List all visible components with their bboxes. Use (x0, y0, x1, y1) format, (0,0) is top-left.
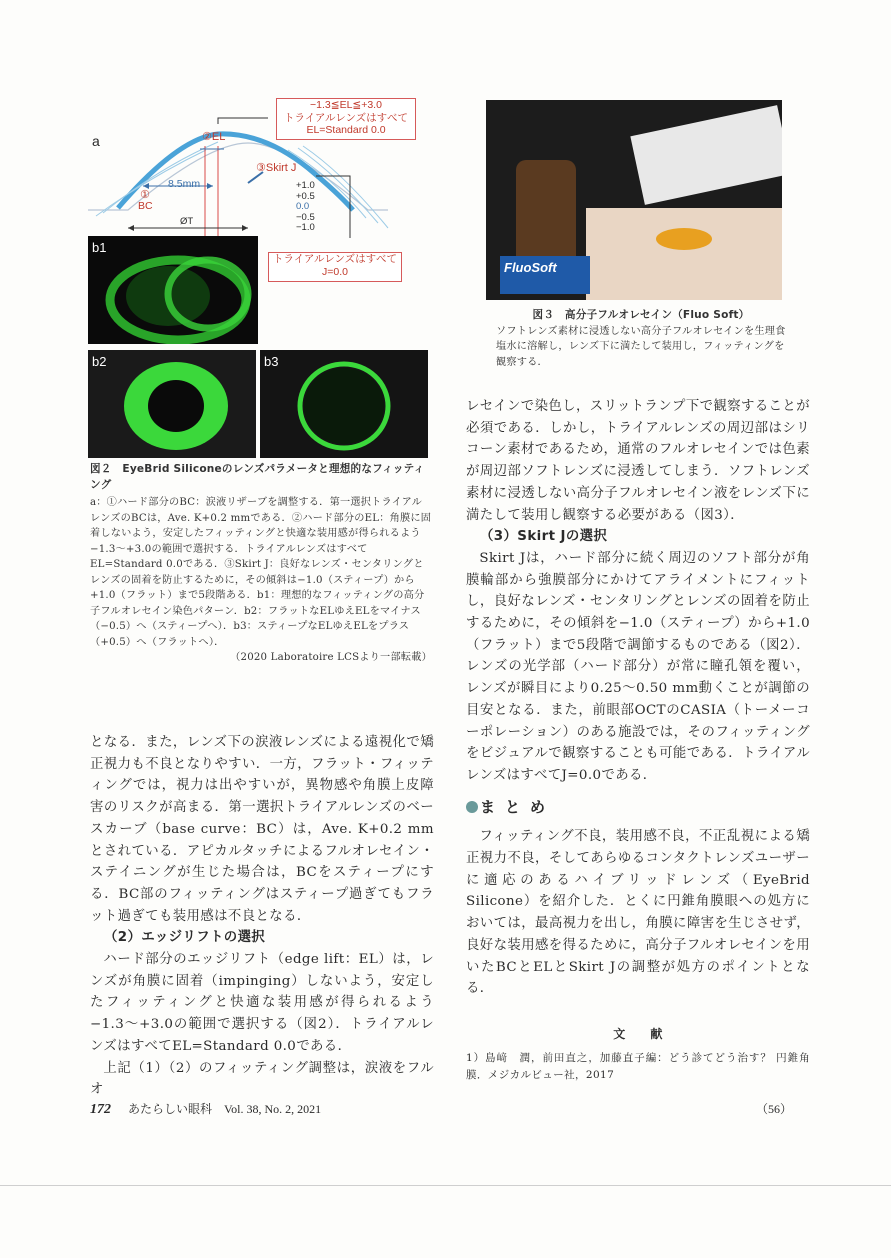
b1-label: b1 (92, 240, 107, 255)
dimension-8-5mm: 8.5mm (168, 178, 201, 190)
summary-heading: まとめ (466, 797, 810, 819)
skirt-j-box (268, 252, 402, 282)
skirt-j-label: ③Skirt J (256, 162, 297, 174)
lens-on-finger (586, 208, 782, 300)
el-trial-note: トライアルレンズはすべて (284, 111, 408, 124)
b3-fluorescein-pattern (260, 350, 428, 458)
b3-label: b3 (264, 354, 279, 369)
journal-info: あたらしい眼科 Vol. 38, No. 2, 2021 (128, 1102, 322, 1116)
references-heading: 文 献 (613, 1026, 663, 1041)
bc-label: BC (138, 200, 153, 212)
page-footer (90, 1100, 792, 1118)
left-paragraph-1: となる．また，レンズ下の涙液レンズによる遠視化で矯正視力も不良となりやすい．一方，フラット・フィッティングでは，視力は出やすいが，異物感や角膜上皮障害のリスクが高まる．第一選択トライアルレンズのベースカーブ（base curve：BC）は，Ave. K+0.2 mmとされている．アピカルタッチによるフルオレセイン・ステイニングが生じた場合は，BCをスティープにする．BC部のフィッティングはスティープ過ぎてもフラット過ぎても装用感は不良となる． (90, 735, 434, 924)
right-paragraph-1: レセインで染色し，スリットランプ下で観察することが必須である．しかし，トライアルレンズの周辺部はシリコーン素材であるため，通常のフルオレセインでは色素が周辺部ソフトレンズに浸透してしまう．ソフトレンズ素材に浸透しない高分子フルオレセイン液をレンズ下に満たして装用し観察する必要がある（図3）． (466, 399, 810, 523)
el-range-box (276, 98, 416, 140)
el-range: −1.3≦EL≦+3.0 (310, 99, 382, 111)
step-minus-05: −0.5 (296, 211, 315, 223)
b2-label: b2 (92, 354, 107, 369)
photo-b3 (260, 350, 428, 458)
skirt-trial-note: トライアルレンズはすべて (273, 253, 397, 265)
section-heading-edge-lift: （2）エッジリフトの選択 (104, 930, 266, 946)
photo-b2 (88, 350, 256, 458)
footer-page-ref: （56） (755, 1102, 792, 1116)
el-label: ②EL (202, 131, 226, 143)
fluosoft-box (500, 256, 590, 294)
figure-3-caption-title: 図３ 高分子フルオレセイン（Fluo Soft） (532, 309, 750, 321)
page-number: 172 (90, 1102, 111, 1117)
step-plus-1: +1.0 (296, 180, 315, 191)
right-paragraph-2: Skirt Jは，ハード部分に続く周辺のソフト部分が角膜輪部から強膜部分にかけてアライメントにフィットし，良好なレンズ・センタリングとレンズの固着を防止するために，その傾斜を−1.0（スティープ）から+1.0（フラット）まで5段階で調節するものである（図2）．レンズの光学部（ハード部分）が常に瞳孔領を覆い，レンズが瞬目により0.25〜0.50 mm動くことが調節の目安となる．また，前眼部OCTのCASIA（トーメーコーポレーション）のある施設では，そのフィッティングをビジュアルで観察することも可能である．トライアルレンズはすべてJ=0.0である． (466, 550, 810, 783)
figure-3-photo (486, 100, 782, 300)
el-standard: EL=Standard 0.0 (306, 124, 386, 136)
step-minus-1: −1.0 (296, 222, 315, 233)
figure-2-caption-body: a：①ハード部分のBC：涙液リザーブを調整する．第一選択トライアルレンズのBCは，Ave. K+0.2 mmである．②ハード部分のEL：角膜に固着しないよう，安定したフィッティングと快適な装用感が得られるよう−1.3〜+3.0の範囲で選択する．トライアルレンズはすべてEL=Standard 0.0である．③Skirt J：良好なレンズ・センタリングとレンズの固着を防止するために，その傾斜は−1.0（スティープ）から+1.0（フラット）まで5段階ある．b1：理想的なフィッティングの高分子フルオレセイン染色パターン．b2：フラットなELゆえELをマイナス（−0.5）へ（スティープへ）．b3：スティープなELゆえELをプラス（+0.5）へ（フラットへ）． (90, 497, 432, 648)
step-zero: 0.0 (296, 201, 310, 212)
photo-b1 (88, 236, 258, 344)
figure-2a-label: a (92, 133, 100, 149)
bottom-rule (0, 1185, 891, 1186)
figure-3-caption (496, 308, 786, 370)
lens-with-dye (656, 228, 712, 250)
product-box (630, 105, 782, 205)
skirt-j-value: J=0.0 (322, 265, 348, 278)
left-column (90, 732, 434, 1101)
left-paragraph-2: ハード部分のエッジリフト（edge lift：EL）は，レンズが角膜に固着（impinging）しないよう，安定したフィッティングと快適な装用感が得られるよう−1.3〜+3.0の範囲で選択する（図2）．トライアルレンズはすべてEL=Standard 0.0である． (90, 952, 434, 1054)
phi-t-label: ØT (180, 216, 194, 227)
skirt-steps (296, 181, 315, 234)
b1-fluorescein-pattern (88, 236, 258, 344)
right-column (466, 396, 810, 1084)
summary-paragraph: フィッティング不良，装用感不良，不正乱視による矯正視力不良，そしてあらゆるコンタクトレンズユーザーに適応のあるハイブリッドレンズ（EyeBrid Silicone）を紹介した．とくに円錐角膜眼への処方においては，最高視力を出し，角膜に障害を生じさせず，良好な装用感を得るために，高分子フルオレセインを用いたBCとELとSkirt Jの調整が処方のポイントとなる． (466, 829, 810, 997)
section-heading-skirt-j: （3）Skirt Jの選択 (480, 529, 608, 545)
figure-2-caption (90, 462, 432, 666)
fluosoft-product-name: FluoSoft (504, 260, 557, 275)
b2-fluorescein-pattern (88, 350, 256, 458)
bc-number: ① (140, 189, 150, 201)
summary-bullet-icon (466, 801, 478, 813)
figure-2-caption-source: （2020 Laboratoire LCSより一部転載） (230, 652, 432, 663)
reference-1: 1）島﨑 潤，前田直之，加藤直子編：どう診てどう治す？ 円錐角膜．メジカルビュー社，2017 (466, 1051, 810, 1081)
figure-2-caption-title: 図２ EyeBrid Siliconeのレンズパラメータと理想的なフィッティング (90, 463, 425, 491)
figure-2 (88, 88, 434, 460)
figure-3-caption-body: ソフトレンズ素材に浸透しない高分子フルオレセインを生理食塩水に溶解し，レンズ下に満たして装用し，フィッティングを観察する． (496, 325, 786, 368)
step-plus-05: +0.5 (296, 190, 315, 202)
left-paragraph-3: 上記（1）（2）のフィッティング調整は，涙液をフルオ (90, 1060, 434, 1098)
